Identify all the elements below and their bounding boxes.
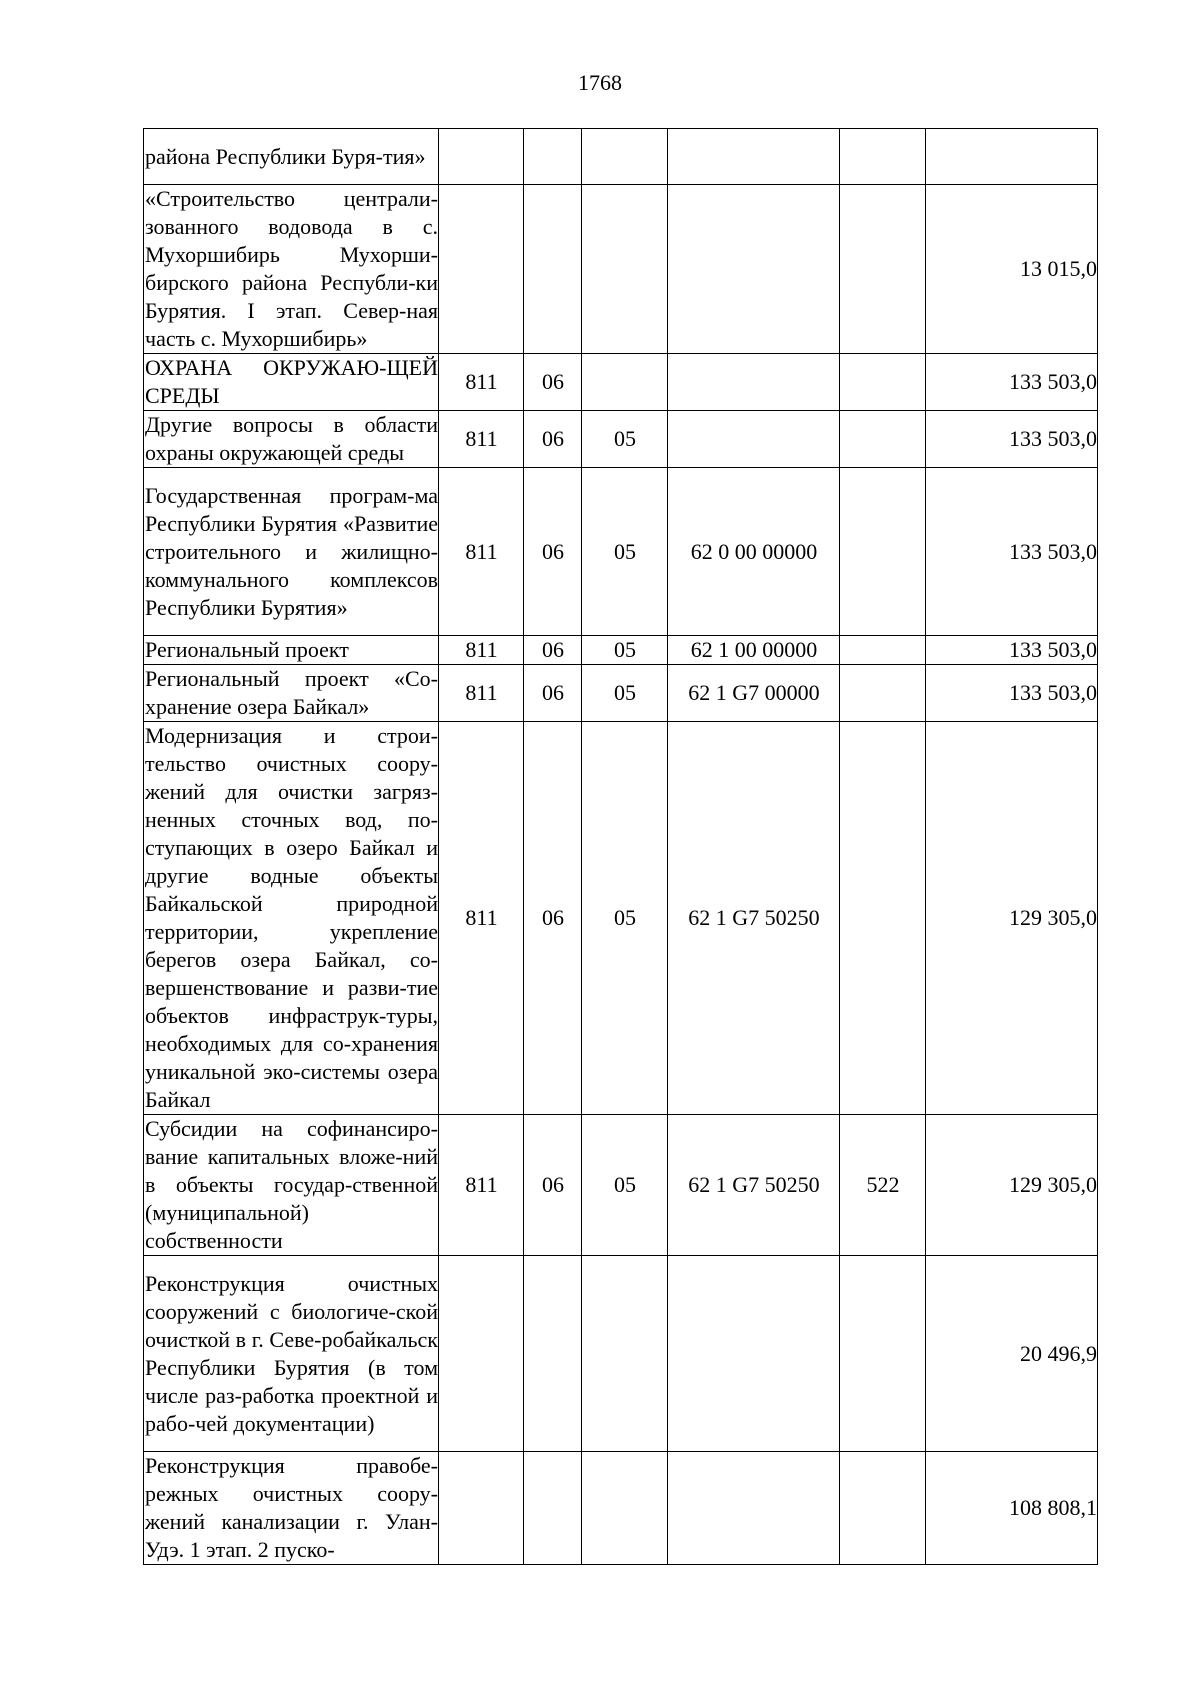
page-number: 1768 — [578, 70, 622, 95]
row-ved — [439, 1256, 524, 1452]
row-rz: 06 — [524, 468, 582, 636]
row-name: Региональный проект «Со-хранение озера Байкал» — [144, 665, 439, 722]
row-pr: 05 — [582, 665, 668, 722]
row-vr — [840, 411, 926, 468]
row-rz — [524, 1452, 582, 1565]
row-rz: 06 — [524, 354, 582, 411]
row-sum: 133 503,0 — [926, 354, 1098, 411]
row-pr — [582, 354, 668, 411]
row-rz: 06 — [524, 636, 582, 665]
row-ved: 811 — [439, 354, 524, 411]
row-csr: 62 1 G7 50250 — [668, 1115, 840, 1256]
row-name: ОХРАНА ОКРУЖАЮ-ЩЕЙ СРЕДЫ — [144, 354, 439, 411]
row-csr — [668, 185, 840, 354]
table-row — [144, 665, 1098, 722]
row-ved: 811 — [439, 411, 524, 468]
row-sum: 108 808,1 — [926, 1452, 1098, 1565]
row-ved: 811 — [439, 722, 524, 1115]
row-ved: 811 — [439, 665, 524, 722]
row-vr: 522 — [840, 1115, 926, 1256]
row-name: Государственная програм-ма Республики Бурятия «Развитие строительного и жилищно-коммунального комплексов Республики Бурятия» — [144, 468, 439, 636]
row-vr — [840, 665, 926, 722]
row-pr: 05 — [582, 1115, 668, 1256]
row-vr — [840, 185, 926, 354]
row-csr: 62 1 G7 00000 — [668, 665, 840, 722]
row-vr — [840, 354, 926, 411]
row-vr — [840, 636, 926, 665]
row-rz: 06 — [524, 411, 582, 468]
row-sum: 133 503,0 — [926, 411, 1098, 468]
row-vr — [840, 1256, 926, 1452]
row-name: Реконструкция очистных сооружений с биологиче-ской очисткой в г. Севе-робайкальск Республики Бурятия (в том числе раз-работка проектной и рабо-чей документации) — [144, 1256, 439, 1452]
row-csr — [668, 129, 840, 185]
table-row — [144, 1115, 1098, 1256]
row-rz — [524, 129, 582, 185]
row-sum: 13 015,0 — [926, 185, 1098, 354]
table-row — [144, 1256, 1098, 1452]
row-pr: 05 — [582, 636, 668, 665]
row-sum: 20 496,9 — [926, 1256, 1098, 1452]
table-row — [144, 354, 1098, 411]
row-csr — [668, 411, 840, 468]
row-name: Субсидии на софинансиро-вание капитальных вложе-ний в объекты государ-ственной (муниципальной) собственности — [144, 1115, 439, 1256]
row-vr — [840, 129, 926, 185]
row-pr: 05 — [582, 722, 668, 1115]
row-rz: 06 — [524, 1115, 582, 1256]
table-row — [144, 185, 1098, 354]
row-ved — [439, 1452, 524, 1565]
row-vr — [840, 1452, 926, 1565]
row-sum — [926, 129, 1098, 185]
row-vr — [840, 468, 926, 636]
row-pr — [582, 1256, 668, 1452]
row-pr: 05 — [582, 411, 668, 468]
table-row — [144, 722, 1098, 1115]
table-row — [144, 468, 1098, 636]
row-csr: 62 1 G7 50250 — [668, 722, 840, 1115]
row-sum: 129 305,0 — [926, 722, 1098, 1115]
row-pr: 05 — [582, 468, 668, 636]
budget-table — [143, 128, 1098, 1565]
row-sum: 133 503,0 — [926, 468, 1098, 636]
row-pr — [582, 185, 668, 354]
row-name: «Строительство централи-зованного водовода в с. Мухоршибирь Мухорши-бирского района Республи-ки Бурятия. I этап. Север-ная часть с. Мухоршибирь» — [144, 185, 439, 354]
row-rz — [524, 1256, 582, 1452]
row-vr — [840, 722, 926, 1115]
row-ved: 811 — [439, 1115, 524, 1256]
row-csr — [668, 1452, 840, 1565]
row-name: района Республики Буря-тия» — [144, 129, 439, 185]
row-pr — [582, 1452, 668, 1565]
row-csr: 62 0 00 00000 — [668, 468, 840, 636]
row-csr — [668, 354, 840, 411]
row-rz: 06 — [524, 722, 582, 1115]
row-rz — [524, 185, 582, 354]
table-row — [144, 636, 1098, 665]
row-ved: 811 — [439, 636, 524, 665]
row-rz: 06 — [524, 665, 582, 722]
table-row — [144, 129, 1098, 185]
row-sum: 133 503,0 — [926, 636, 1098, 665]
row-ved — [439, 129, 524, 185]
row-pr — [582, 129, 668, 185]
row-name: Региональный проект — [144, 636, 439, 665]
row-sum: 133 503,0 — [926, 665, 1098, 722]
row-ved: 811 — [439, 468, 524, 636]
table-row — [144, 1452, 1098, 1565]
row-sum: 129 305,0 — [926, 1115, 1098, 1256]
row-csr: 62 1 00 00000 — [668, 636, 840, 665]
row-name: Реконструкция правобе-режных очистных соору-жений канализации г. Улан-Удэ. 1 этап. 2 пуско- — [144, 1452, 439, 1565]
row-name: Модернизация и строи-тельство очистных соору-жений для очистки загряз-ненных сточных вод, по-ступающих в озеро Байкал и другие водные объекты Байкальской природной территории, укрепление берегов озера Байкал, со-вершенствование и разви-тие объектов инфраструк-туры, необходимых для со-хранения уникальной эко-системы озера Байкал — [144, 722, 439, 1115]
row-ved — [439, 185, 524, 354]
table-row — [144, 411, 1098, 468]
row-csr — [668, 1256, 840, 1452]
row-name: Другие вопросы в области охраны окружающей среды — [144, 411, 439, 468]
